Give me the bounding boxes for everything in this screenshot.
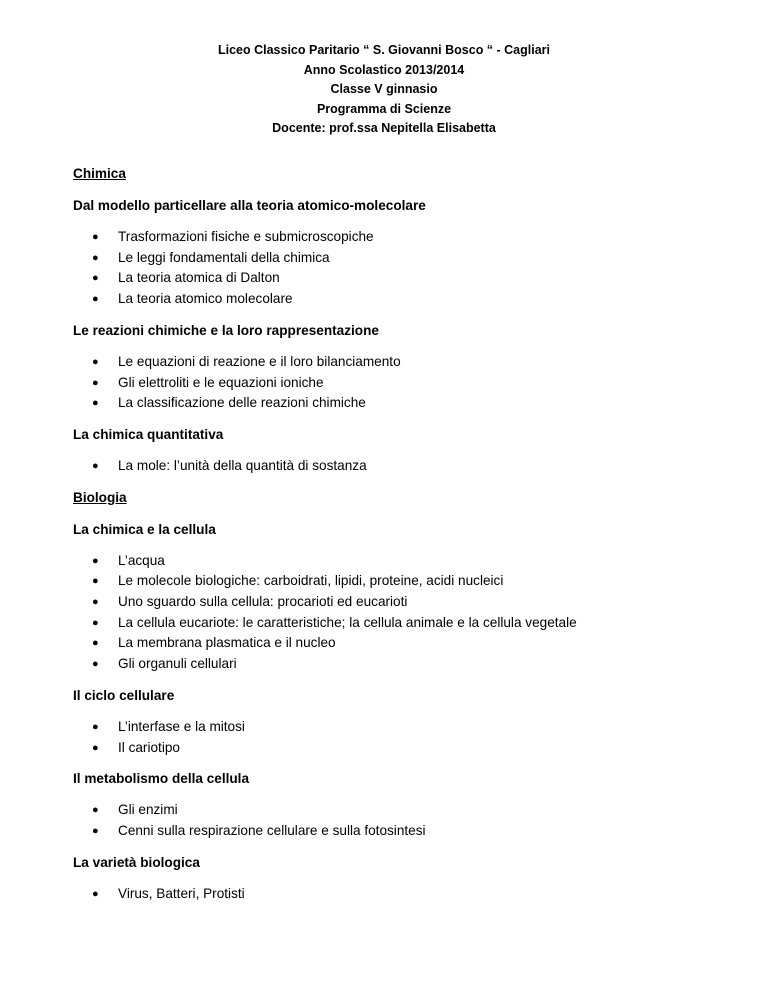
- topic-heading: Dal modello particellare alla teoria atomico-molecolare: [73, 198, 426, 213]
- list-item: [73, 884, 733, 905]
- list-item: [73, 613, 733, 634]
- list-item-text: La classificazione delle reazioni chimiche: [118, 395, 366, 411]
- bullet-icon: ●: [92, 616, 99, 629]
- bullet-icon: ●: [92, 272, 99, 285]
- list-item-text: La teoria atomica di Dalton: [118, 270, 280, 286]
- topic-item-list: [73, 551, 733, 675]
- bullet-icon: ●: [92, 293, 99, 306]
- bullet-icon: ●: [92, 251, 99, 264]
- list-item-text: La teoria atomico molecolare: [118, 291, 293, 307]
- school-name: Liceo Classico Paritario “ S. Giovanni Bosco “ - Cagliari: [217, 43, 551, 57]
- list-item-text: Le molecole biologiche: carboidrati, lipidi, proteine, acidi nucleici: [118, 573, 504, 589]
- bullet-icon: ●: [92, 355, 99, 368]
- topic-heading: Il metabolismo della cellula: [73, 771, 250, 787]
- list-item: [73, 373, 733, 394]
- list-item: [73, 248, 733, 269]
- list-item-text: Virus, Batteri, Protisti: [118, 885, 245, 901]
- list-item-text: L’acqua: [118, 552, 165, 568]
- bullet-icon: ●: [92, 397, 99, 410]
- list-item-text: Gli elettroliti e le equazioni ioniche: [118, 374, 324, 390]
- document-header: [0, 41, 768, 139]
- list-item: [73, 551, 733, 572]
- list-item-text: La membrana plasmatica e il nucleo: [118, 635, 336, 651]
- topic-heading: Le reazioni chimiche e la loro rappresentazione: [73, 322, 379, 338]
- list-item: [73, 227, 733, 248]
- topic-heading: La chimica quantitativa: [73, 426, 224, 442]
- teacher-name: Docente: prof.ssa Nepitella Elisabetta: [272, 121, 496, 136]
- topic-heading: La chimica e la cellula: [73, 521, 216, 537]
- list-item-text: Gli organuli cellulari: [118, 656, 237, 672]
- bullet-icon: ●: [92, 637, 99, 650]
- bullet-icon: ●: [92, 231, 99, 243]
- list-item: [73, 456, 733, 477]
- list-item: [73, 800, 733, 821]
- list-item-text: L’interfase e la mitosi: [118, 718, 245, 734]
- bullet-icon: ●: [92, 658, 99, 671]
- list-item-text: Uno sguardo sulla cellula: procarioti ed eucarioti: [118, 594, 408, 610]
- program-content: [73, 165, 733, 916]
- topic-item-list: [73, 227, 733, 310]
- subject-heading: Biologia: [73, 489, 127, 505]
- list-item: [73, 738, 733, 759]
- school-year: Anno Scolastico 2013/2014: [303, 62, 465, 77]
- topic-heading: Il ciclo cellulare: [73, 687, 175, 703]
- subject-heading: Chimica: [73, 166, 126, 181]
- list-item-text: La mole: l’unità della quantità di sostanza: [118, 457, 367, 473]
- list-item: [73, 393, 733, 414]
- bullet-icon: ●: [92, 824, 99, 837]
- bullet-icon: ●: [92, 741, 99, 754]
- list-item-text: Cenni sulla respirazione cellulare e sulla fotosintesi: [118, 822, 426, 838]
- topic-item-list: [73, 456, 733, 477]
- topic-heading: La varietà biologica: [73, 854, 200, 870]
- list-item: [73, 592, 733, 613]
- list-item: [73, 268, 733, 289]
- list-item-text: La cellula eucariote: le caratteristiche; la cellula animale e la cellula vegetale: [118, 614, 577, 630]
- list-item-text: Il cariotipo: [118, 739, 180, 755]
- class-name: Classe V ginnasio: [330, 82, 438, 97]
- list-item: [73, 633, 733, 654]
- list-item: [73, 289, 733, 310]
- list-item-text: Le equazioni di reazione e il loro bilanciamento: [118, 353, 401, 369]
- bullet-icon: ●: [92, 376, 99, 389]
- bullet-icon: ●: [92, 887, 99, 900]
- topic-item-list: [73, 352, 733, 414]
- list-item: [73, 654, 733, 675]
- list-item: [73, 571, 733, 592]
- list-item-text: Trasformazioni fisiche e submicroscopiche: [118, 229, 374, 244]
- topic-item-list: [73, 884, 733, 905]
- bullet-icon: ●: [92, 720, 99, 733]
- topic-item-list: [73, 800, 733, 841]
- bullet-icon: ●: [92, 596, 99, 609]
- program-title: Programma di Scienze: [316, 101, 452, 116]
- list-item-text: Gli enzimi: [118, 802, 178, 818]
- bullet-icon: ●: [92, 804, 99, 817]
- list-item: [73, 821, 733, 842]
- list-item: [73, 352, 733, 373]
- list-item-text: Le leggi fondamentali della chimica: [118, 249, 330, 265]
- bullet-icon: ●: [92, 554, 99, 567]
- bullet-icon: ●: [92, 459, 99, 472]
- topic-item-list: [73, 717, 733, 758]
- bullet-icon: ●: [92, 575, 99, 588]
- list-item: [73, 717, 733, 738]
